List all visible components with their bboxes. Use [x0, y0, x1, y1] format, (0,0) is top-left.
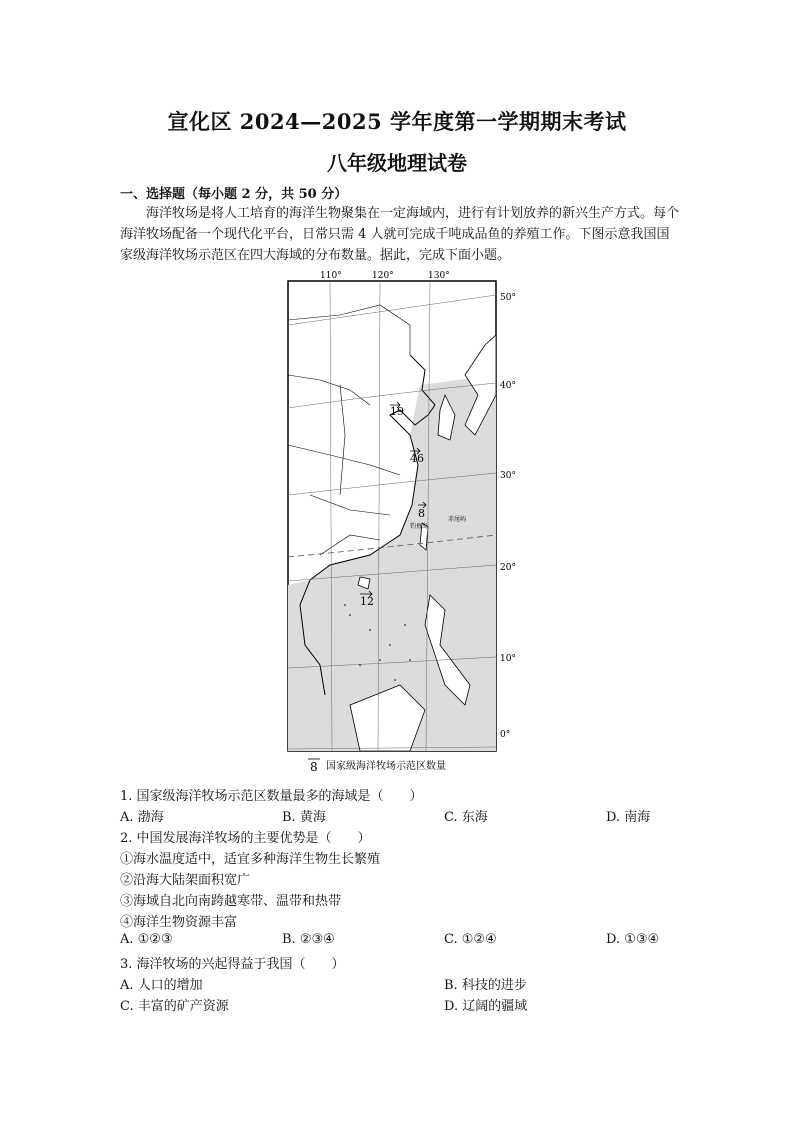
exam-subtitle: 八年级地理试卷: [327, 151, 467, 175]
lat-label-0: 0°: [500, 730, 511, 740]
q2-statement-4: ④海洋生物资源丰富: [120, 915, 238, 930]
q2-option-d[interactable]: D. ①③④: [606, 932, 660, 947]
question-intro: [120, 203, 680, 266]
count-huanghai: 46: [410, 452, 424, 465]
q2-option-c[interactable]: C. ①②④: [444, 932, 497, 947]
q1-option-b[interactable]: B. 黄海: [282, 810, 326, 825]
lat-label-50: 50°: [500, 293, 516, 303]
lon-label-120: 120°: [372, 271, 394, 281]
label-chiweiyu: 赤尾屿: [448, 516, 467, 523]
q2-option-b[interactable]: B. ②③④: [282, 932, 335, 947]
q3-option-c[interactable]: C. 丰富的矿产资源: [120, 999, 229, 1014]
count-bohai: 19: [390, 405, 404, 418]
q1-option-a[interactable]: A. 渤海: [120, 810, 164, 825]
lat-label-10: 10°: [500, 654, 516, 664]
question-1-stem: 1. 国家级海洋牧场示范区数量最多的海域是（ ）: [120, 789, 423, 804]
exam-title: 宣化区 2024—2025 学年度第一学期期末考试: [167, 109, 627, 134]
q2-statement-3: ③海域自北向南跨越寒带、温带和热带: [120, 894, 342, 909]
count-nanhai: 12: [360, 595, 374, 608]
q3-option-d[interactable]: D. 辽阔的疆域: [444, 999, 528, 1014]
lat-label-40: 40°: [500, 381, 516, 391]
question-3-stem: 3. 海洋牧场的兴起得益于我国（ ）: [120, 957, 345, 972]
label-diaoyudao: 钓鱼岛: [410, 523, 429, 530]
lon-label-130: 130°: [428, 271, 450, 281]
q2-statement-2: ②沿海大陆架面积宽广: [120, 873, 251, 888]
intro-paragraph: 海洋牧场是将人工培育的海洋生物聚集在一定海域内，进行有计划放养的新兴生产方式。每个海洋牧场配备一个现代化平台，日常只需 4 人就可完成千吨成品鱼的养殖工作。下图示意我国国家级海洋牧场示范区在四大海域的分布数量。据此，完成下面小题。: [120, 206, 680, 263]
lat-label-30: 30°: [500, 471, 516, 481]
section-heading: 一、选择题（每小题 2 分，共 50 分）: [120, 187, 348, 202]
q3-option-b[interactable]: B. 科技的进步: [444, 978, 527, 993]
question-2-stem: 2. 中国发展海洋牧场的主要优势是（ ）: [120, 831, 371, 846]
q3-option-a[interactable]: A. 人口的增加: [120, 978, 203, 993]
q2-option-a[interactable]: A. ①②③: [120, 932, 173, 947]
q1-option-d[interactable]: D. 南海: [606, 810, 651, 825]
lat-label-20: 20°: [500, 563, 516, 573]
q1-option-c[interactable]: C. 东海: [444, 810, 488, 825]
lon-label-110: 110°: [320, 271, 342, 281]
q2-statement-1: ①海水温度适中，适宜多种海洋生物生长繁殖: [120, 852, 381, 867]
legend-value: 8: [310, 760, 318, 774]
legend-text: 国家级海洋牧场示范区数量: [326, 761, 446, 772]
count-donghai: 8: [418, 507, 425, 520]
marine-ranch-map: [250, 265, 530, 775]
